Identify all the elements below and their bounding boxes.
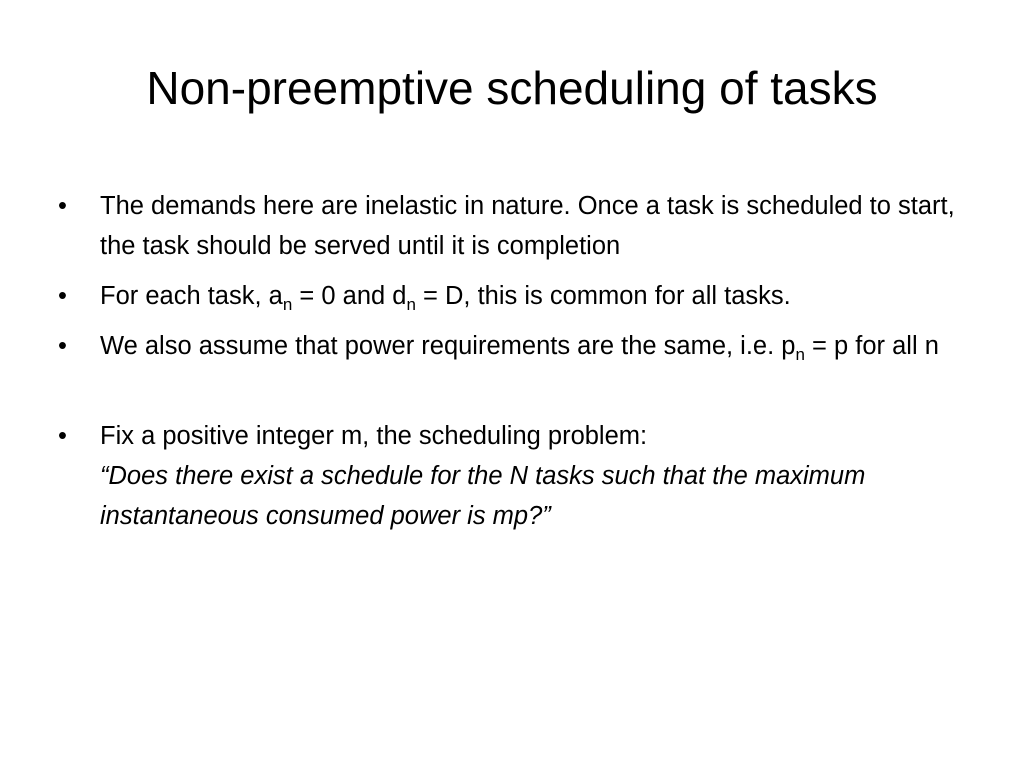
- bullet-text-part: = 0 and d: [292, 282, 407, 310]
- bullet-text-part: For each task, a: [100, 282, 283, 310]
- bullet-item-inelastic-demands: [56, 186, 966, 266]
- bullet-text-part: = D, this is common for all tasks.: [415, 282, 791, 310]
- bullet-text: The demands here are inelastic in nature. Once a task is scheduled to start, the task should be served until it is completion: [100, 192, 955, 260]
- bullet-text: Fix a positive integer m, the scheduling problem:: [100, 422, 648, 450]
- bullet-text-part: = p for all n: [804, 332, 939, 360]
- slide-body: [56, 186, 966, 536]
- slide-title: Non-preemptive scheduling of tasks: [146, 62, 878, 114]
- subscript: n: [795, 345, 805, 364]
- subscript: n: [282, 295, 293, 314]
- bullet-marker: •: [58, 192, 67, 220]
- bullet-item-scheduling-problem: [56, 416, 966, 456]
- bullet-text-part: We also assume that power requirements are the same, i.e. p: [100, 332, 796, 360]
- bullet-item-arrival-deadline: [56, 276, 966, 316]
- bullet-marker: •: [58, 282, 67, 310]
- problem-statement-quote: “Does there exist a schedule for the N tasks such that the maximum instantaneous consumed power is mp?”: [100, 462, 866, 530]
- spacer: [56, 376, 966, 416]
- bullet-marker: •: [58, 422, 67, 450]
- bullet-marker: •: [58, 332, 67, 360]
- bullet-item-power-requirements: [56, 326, 966, 366]
- subscript: n: [406, 295, 416, 314]
